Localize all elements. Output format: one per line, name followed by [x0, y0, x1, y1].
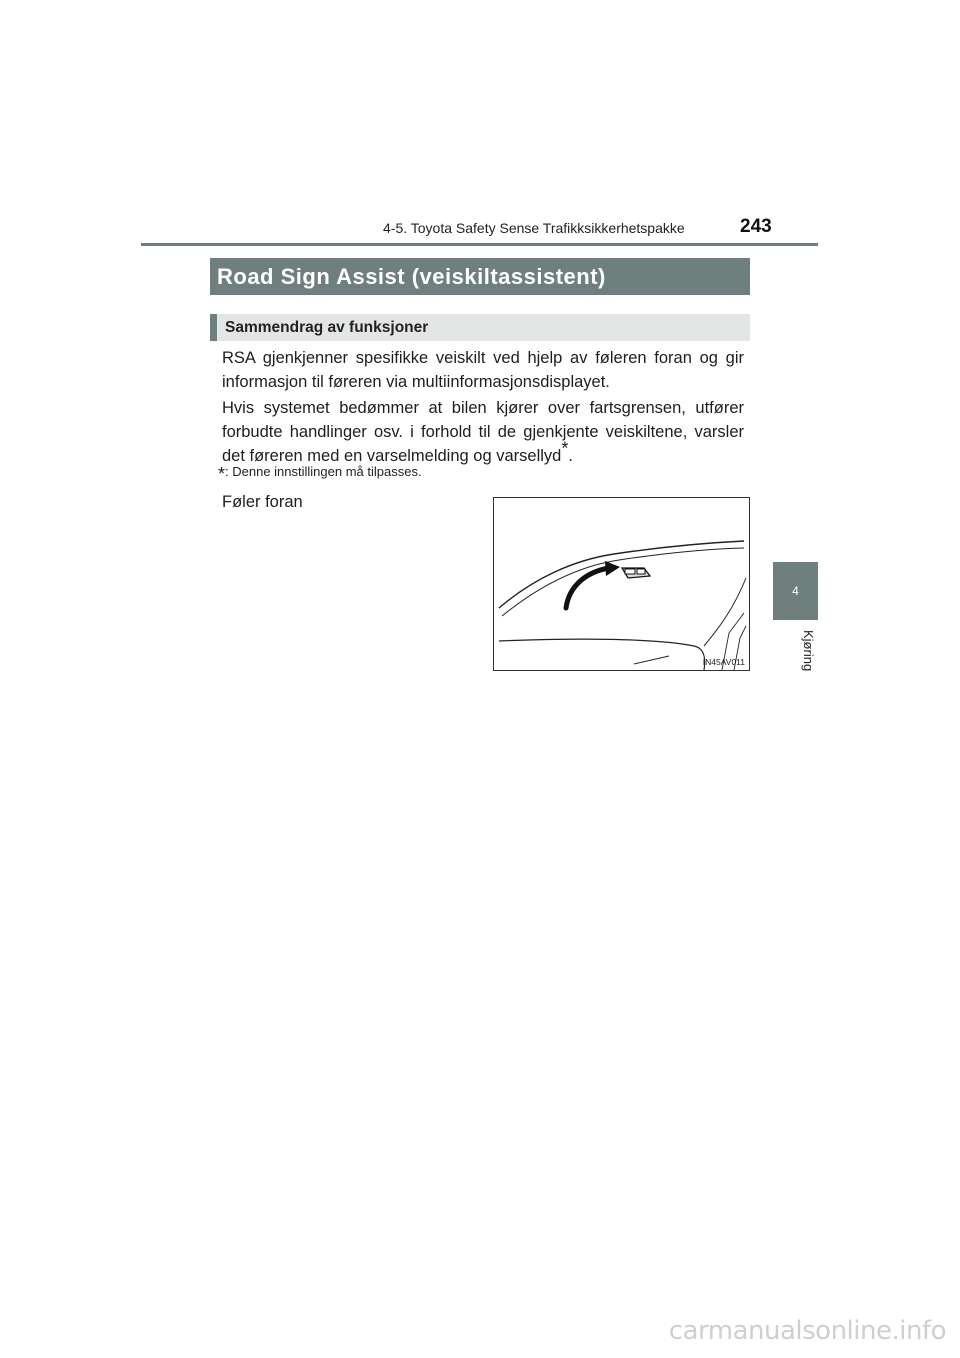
footnote-ref: *	[561, 438, 569, 459]
footnote-marker: *	[218, 464, 226, 484]
front-sensor-icon	[622, 568, 650, 578]
page-number: 243	[740, 216, 772, 237]
section-subtitle: Sammendrag av funksjoner	[210, 314, 750, 341]
header-section-title: 4-5. Toyota Safety Sense Trafikksikkerhetspakke	[383, 220, 685, 236]
chapter-number: 4	[792, 584, 799, 598]
warning-paragraph: Hvis systemet bedømmer at bilen kjører over fartsgrensen, utfører forbudte handlinger osv. i forhold til de gjenkjente veiskiltene, varsler det føreren med en varselmelding og varsellyd*.	[222, 399, 744, 465]
figure-caption: Føler foran	[222, 493, 303, 511]
intro-paragraph: RSA gjenkjenner spesifikke veiskilt ved hjelp av føleren foran og gir informasjon til føreren via multiinformasjonsdisplayet.	[222, 349, 744, 391]
front-sensor-figure	[493, 497, 750, 671]
chapter-tab	[773, 562, 818, 620]
figure-code: IN45AV011	[702, 657, 745, 667]
header-divider	[141, 243, 818, 246]
footnote-text: : Denne innstillingen må tilpasses.	[225, 464, 422, 479]
page-title: Road Sign Assist (veiskiltassistent)	[210, 258, 750, 295]
windshield-illustration	[494, 498, 749, 670]
footnote	[218, 464, 422, 485]
warning-text: Hvis systemet bedømmer at bilen kjører over fartsgrensen, utfører forbudte handlinger osv. i forhold til de gjenkjente veiskiltene, varsler det føreren med en varselmelding og varsellyd	[222, 399, 744, 465]
watermark: carmanualsonline.info	[668, 1316, 946, 1346]
chapter-label: Kjøring	[801, 630, 816, 672]
